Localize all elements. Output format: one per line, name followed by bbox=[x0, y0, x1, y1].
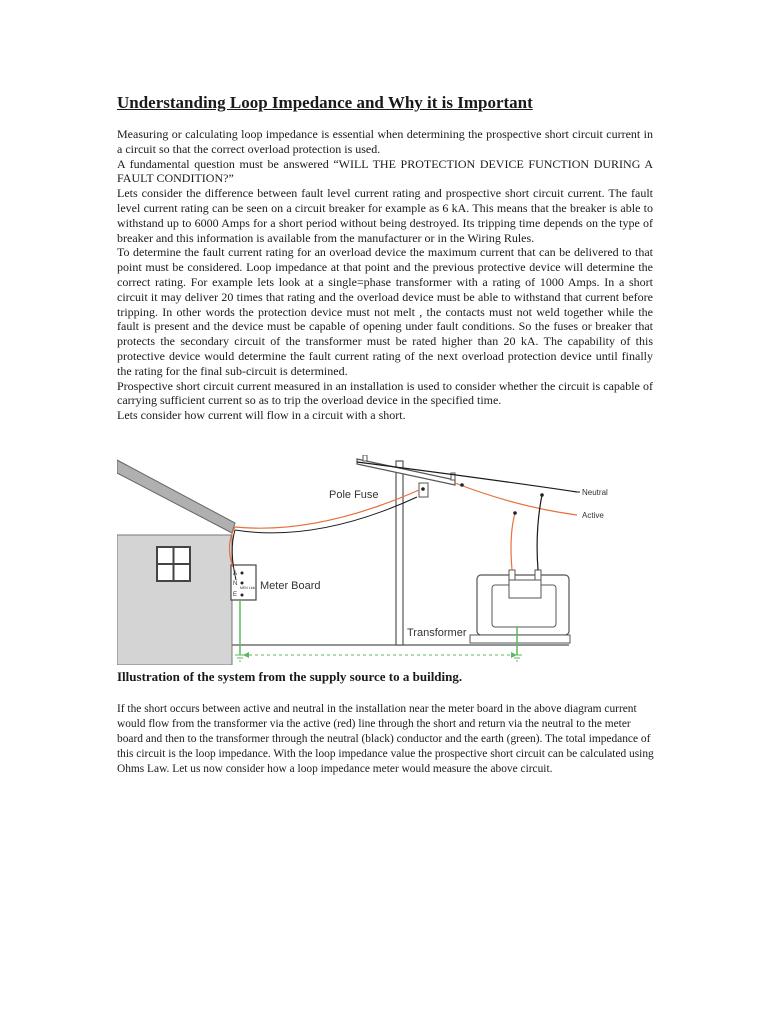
service-active bbox=[235, 490, 419, 528]
transformer-active-lead bbox=[511, 513, 515, 570]
figure-caption: Illustration of the system from the supply source to a building. bbox=[117, 669, 463, 684]
neutral-label: Neutral bbox=[582, 488, 608, 497]
pole-fuse-label: Pole Fuse bbox=[329, 489, 379, 501]
active-label: Active bbox=[582, 511, 604, 520]
supply-system-diagram bbox=[117, 455, 647, 665]
paragraph: Prospective short circuit current measured in an installation is used to consider whether the circuit is capable of carrying sufficient current so as to trip the overload device in the specified time. bbox=[117, 378, 653, 408]
terminal-a-label: A bbox=[233, 571, 238, 577]
terminal-n-label: N bbox=[233, 581, 238, 587]
terminal-e-label: E bbox=[233, 592, 238, 598]
document-title: Understanding Loop Impedance and Why it is Important bbox=[117, 93, 533, 112]
transformer-neutral-lead bbox=[537, 495, 542, 570]
power-pole bbox=[396, 461, 403, 645]
active-conductor bbox=[455, 483, 577, 515]
body-text bbox=[117, 127, 653, 423]
meter-board-label: Meter Board bbox=[260, 580, 321, 592]
paragraph: To determine the fault current rating for an overload device the maximum current that can be delivered to that point must be considered. Loop impedance at that point and the previous protective device will determine the correct rating. For example lets look at a single=phase transformer with a rating of 1000 Amps. In a short circuit it may deliver 20 times that rating and the overload device must be able to withstand that current before tripping. In other words the protection device must not melt , the contacts must not weld together while the fault is present and the device must be capable of opening under fault conditions. So the fuses or breaker that protects the secondary circuit of the transformer must be rated higher than 20 kA. The capability of this protective device would determine the fault current rating of the next overload protection device until finally the rating for the final sub-circuit is determined. bbox=[117, 245, 653, 378]
closing-paragraph: If the short occurs between active and neutral in the installation near the meter board in the above diagram current would flow from the transformer via the active (red) line through the short and return via the neutral to the meter board and then to the transformer through the neutral (black) conductor and the earth (green). The total impedance of this circuit is the loop impedance. With the loop impedance value the prospective short circuit can be calculated using Ohms Law. Let us now consider how a loop impedance meter would measure the above circuit. bbox=[117, 703, 654, 775]
house-roof bbox=[117, 460, 235, 533]
pole-crossarm bbox=[357, 459, 455, 485]
transformer-label: Transformer bbox=[407, 627, 467, 639]
paragraph: A fundamental question must be answered “WILL THE PROTECTION DEVICE FUNCTION DURING A FAULT CONDITION?” bbox=[117, 156, 653, 186]
paragraph: Lets consider how current will flow in a circuit with a short. bbox=[117, 408, 406, 423]
paragraph: Measuring or calculating loop impedance is essential when determining the prospective short circuit current in a circuit so that the correct overload protection is used. bbox=[117, 127, 653, 156]
paragraph: Lets consider the difference between fault level current rating and prospective short circuit current. The fault level current rating can be seen on a circuit breaker for example as 6 kA. This means that the breaker is able to withstand up to 6000 Amps for a short period without being destroyed. Its tripping time depends on the type of breaker and this information is available from the manufacturer or in the Wiring Rules. bbox=[117, 186, 653, 245]
men-link-label: MEN Link bbox=[240, 586, 256, 590]
